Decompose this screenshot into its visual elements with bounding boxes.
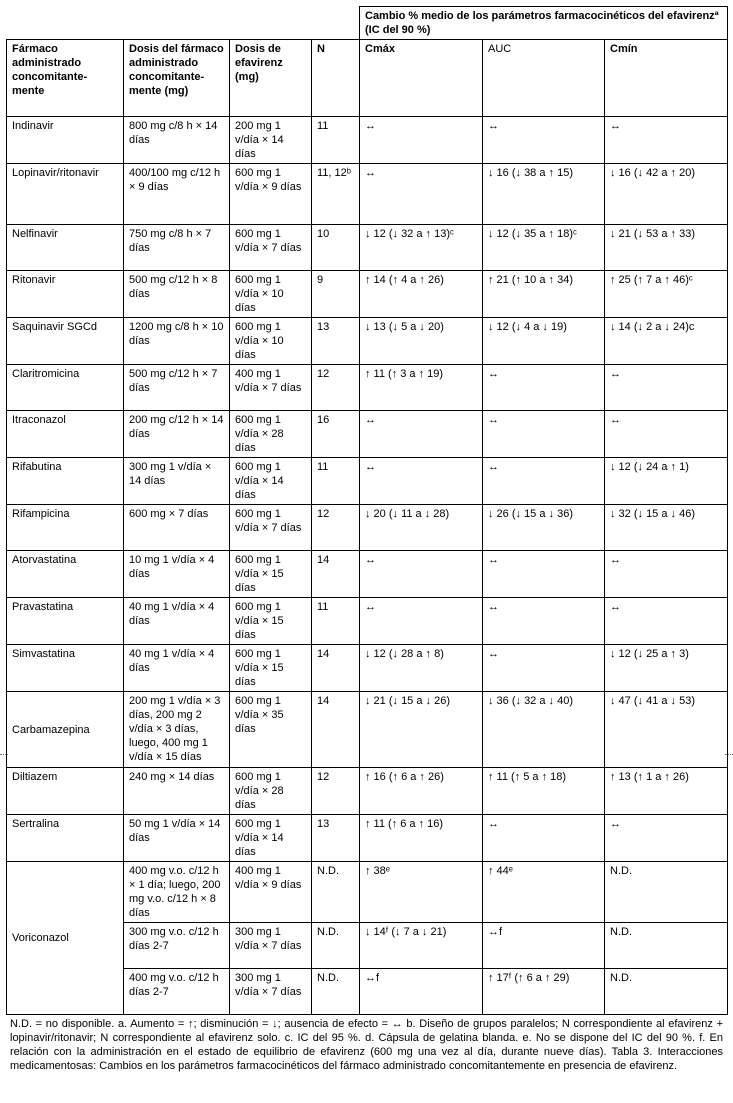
dose-cell: 500 mg c/12 h × 7 días [124,365,230,411]
footnote: N.D. = no disponible. a. Aumento = ↑; disminución = ↓; ausencia de efecto = ↔ b. Diseño de grupos paralelos; N correspondiente al efavirenz + lopinavir/ritonavir; N correspondiente al efavirenz solo. c. IC del 95 %. d. Cápsula de gelatina blanda. e. No se dispone del IC del 90 %. f. En relación con la administración en el estado de equilibrio de efavirenz (600 mg una vez al día, durante nueve días). Tabla 3. Interacciones medicamentosas: Cambios en los parámetros farmacocinéticos del fármaco administrado concomitantemente en presencia de efavirenz. [10,1018,723,1072]
cmin-cell: ↓ 47 (↓ 41 a ↓ 53) [605,692,728,768]
table-row [7,318,728,365]
auc-cell: ↓ 36 (↓ 32 a ↓ 40) [483,692,605,768]
efavirenz-dose-cell: 600 mg 1 v/día × 15 días [230,645,312,692]
n-cell: 14 [312,645,360,692]
cmin-cell: N.D. [605,862,728,923]
dose-cell: 800 mg c/8 h × 14 días [124,117,230,164]
efavirenz-dose-cell: 600 mg 1 v/día × 14 días [230,815,312,862]
auc-cell: ↓ 12 (↓ 35 a ↑ 18)ᶜ [483,225,605,271]
efavirenz-dose-cell: 600 mg 1 v/día × 15 días [230,551,312,598]
dose-cell: 1200 mg c/8 h × 10 días [124,318,230,365]
dose-cell: 400 mg v.o. c/12 h × 1 día; luego, 200 mg v.o. c/12 h × 8 días [124,862,230,923]
n-cell: 9 [312,271,360,318]
efavirenz-dose-cell: 300 mg 1 v/día × 7 días [230,923,312,969]
drug-cell: Sertralina [7,815,124,862]
dose-cell: 400 mg v.o. c/12 h días 2-7 [124,969,230,1015]
auc-cell: ↓ 16 (↓ 38 a ↑ 15) [483,164,605,225]
page-edge-mark-left [0,754,8,755]
table-row [7,164,728,225]
n-cell: 11 [312,598,360,645]
cmax-cell: ↔ [360,164,483,225]
drug-cell: Pravastatina [7,598,124,645]
efavirenz-dose-cell: 600 mg 1 v/día × 15 días [230,598,312,645]
n-cell: 10 [312,225,360,271]
auc-cell: ↑ 44ᵉ [483,862,605,923]
efavirenz-dose-cell: 600 mg 1 v/día × 9 días [230,164,312,225]
n-cell: N.D. [312,969,360,1015]
auc-cell: ↔ [483,117,605,164]
drug-cell: Atorvastatina [7,551,124,598]
cmin-cell: ↓ 32 (↓ 15 a ↓ 46) [605,505,728,551]
efavirenz-dose-cell: 600 mg 1 v/día × 28 días [230,768,312,815]
cmax-cell: ↓ 20 (↓ 11 a ↓ 28) [360,505,483,551]
cmin-cell: ↔ [605,411,728,458]
document [6,6,727,1073]
auc-cell: ↓ 26 (↓ 15 a ↓ 36) [483,505,605,551]
efavirenz-dose-cell: 400 mg 1 v/día × 7 días [230,365,312,411]
drug-cell: Diltiazem [7,768,124,815]
n-cell: 13 [312,318,360,365]
n-cell: 12 [312,768,360,815]
cmin-cell: ↓ 14 (↓ 2 a ↓ 24)c [605,318,728,365]
col-dose-drug-header: Dosis del fármaco administrado concomitante-mente (mg) [124,40,230,117]
dose-cell: 40 mg 1 v/día × 4 días [124,598,230,645]
cmax-cell: ↔ [360,551,483,598]
dose-cell: 750 mg c/8 h × 7 días [124,225,230,271]
efavirenz-dose-cell: 200 mg 1 v/día × 14 días [230,117,312,164]
dose-cell: 40 mg 1 v/día × 4 días [124,645,230,692]
header-spacer [7,7,360,40]
efavirenz-dose-cell: 600 mg 1 v/día × 7 días [230,505,312,551]
auc-cell: ↑ 17ᶠ (↑ 6 a ↑ 29) [483,969,605,1015]
table-row [7,505,728,551]
efavirenz-dose-cell: 300 mg 1 v/día × 7 días [230,969,312,1015]
table-row [7,692,728,768]
table-row [7,225,728,271]
n-cell: 12 [312,505,360,551]
cmin-cell: ↔ [605,365,728,411]
n-cell: 12 [312,365,360,411]
cmax-cell: ↔ [360,411,483,458]
auc-cell: ↑ 21 (↑ 10 a ↑ 34) [483,271,605,318]
group-title: Cambio % medio de los parámetros farmacocinéticos del efavirenzª (IC del 90 %) [360,7,728,40]
cmax-cell: ↓ 21 (↓ 15 a ↓ 26) [360,692,483,768]
efavirenz-dose-cell: 400 mg 1 v/día × 9 días [230,862,312,923]
n-cell: 11 [312,117,360,164]
table-row [7,862,728,923]
auc-cell: ↓ 12 (↓ 4 a ↓ 19) [483,318,605,365]
cmax-cell: ↓ 12 (↓ 28 a ↑ 8) [360,645,483,692]
cmin-cell: ↔ [605,551,728,598]
cmax-cell: ↔ [360,598,483,645]
dose-cell: 600 mg × 7 días [124,505,230,551]
drug-cell: Rifabutina [7,458,124,505]
table-row [7,458,728,505]
cmin-cell: ↔ [605,598,728,645]
drug-cell: Simvastatina [7,645,124,692]
col-dose-efv-header: Dosis de efavirenz (mg) [230,40,312,117]
dose-cell: 200 mg c/12 h × 14 días [124,411,230,458]
n-cell: 14 [312,692,360,768]
table-row [7,411,728,458]
auc-cell: ↔ [483,365,605,411]
n-cell: 16 [312,411,360,458]
drug-cell: Voriconazol [7,862,124,1015]
cmin-cell: ↓ 12 (↓ 24 a ↑ 1) [605,458,728,505]
cmax-cell: ↔f [360,969,483,1015]
drug-cell: Nelfinavir [7,225,124,271]
cmin-cell: ↓ 21 (↓ 53 a ↑ 33) [605,225,728,271]
dose-cell: 50 mg 1 v/día × 14 días [124,815,230,862]
drug-cell: Carbamazepina [7,692,124,768]
cmax-cell: ↓ 12 (↓ 32 a ↑ 13)ᶜ [360,225,483,271]
dose-cell: 300 mg 1 v/día × 14 días [124,458,230,505]
efavirenz-dose-cell: 600 mg 1 v/día × 7 días [230,225,312,271]
efavirenz-dose-cell: 600 mg 1 v/día × 14 días [230,458,312,505]
drug-cell: Indinavir [7,117,124,164]
drug-cell: Claritromicina [7,365,124,411]
cmax-cell: ↑ 38ᵉ [360,862,483,923]
cmin-cell: ↔ [605,117,728,164]
auc-cell: ↔ [483,645,605,692]
col-cmax-header: Cmáx [360,40,483,117]
n-cell: 11, 12ᵇ [312,164,360,225]
table-row [7,365,728,411]
table-body [7,117,728,1015]
cmax-cell: ↑ 11 (↑ 6 a ↑ 16) [360,815,483,862]
col-auc-header: AUC [483,40,605,117]
col-n-header: N [312,40,360,117]
n-cell: 13 [312,815,360,862]
cmin-cell: ↑ 25 (↑ 7 a ↑ 46)ᶜ [605,271,728,318]
cmax-cell: ↓ 14ᶠ (↓ 7 a ↓ 21) [360,923,483,969]
table-row [7,117,728,164]
n-cell: N.D. [312,923,360,969]
auc-cell: ↔ [483,551,605,598]
dose-cell: 400/100 mg c/12 h × 9 días [124,164,230,225]
efavirenz-dose-cell: 600 mg 1 v/día × 28 días [230,411,312,458]
cmax-cell: ↑ 16 (↑ 6 a ↑ 26) [360,768,483,815]
cmin-cell: ↑ 13 (↑ 1 a ↑ 26) [605,768,728,815]
cmax-cell: ↑ 14 (↑ 4 a ↑ 26) [360,271,483,318]
auc-cell: ↔f [483,923,605,969]
n-cell: N.D. [312,862,360,923]
interaction-table [6,6,728,1015]
auc-cell: ↔ [483,598,605,645]
table-row [7,271,728,318]
cmin-cell: ↓ 12 (↓ 25 a ↑ 3) [605,645,728,692]
cmax-cell: ↔ [360,117,483,164]
cmin-cell: N.D. [605,969,728,1015]
cmin-cell: ↓ 16 (↓ 42 a ↑ 20) [605,164,728,225]
drug-cell: Saquinavir SGCd [7,318,124,365]
cmin-cell: ↔ [605,815,728,862]
drug-cell: Ritonavir [7,271,124,318]
table-row [7,598,728,645]
auc-cell: ↑ 11 (↑ 5 a ↑ 18) [483,768,605,815]
table-row [7,815,728,862]
auc-cell: ↔ [483,411,605,458]
dose-cell: 500 mg c/12 h × 8 días [124,271,230,318]
cmax-cell: ↓ 13 (↓ 5 a ↓ 20) [360,318,483,365]
efavirenz-dose-cell: 600 mg 1 v/día × 10 días [230,318,312,365]
efavirenz-dose-cell: 600 mg 1 v/día × 10 días [230,271,312,318]
col-cmin-header: Cmín [605,40,728,117]
auc-cell: ↔ [483,815,605,862]
n-cell: 14 [312,551,360,598]
table-row [7,768,728,815]
drug-cell: Rifampicina [7,505,124,551]
dose-cell: 200 mg 1 v/día × 3 días, 200 mg 2 v/día × 3 días, luego, 400 mg 1 v/día × 15 días [124,692,230,768]
cmax-cell: ↑ 11 (↑ 3 a ↑ 19) [360,365,483,411]
page-edge-mark-right [725,754,733,755]
drug-cell: Lopinavir/ritonavir [7,164,124,225]
dose-cell: 300 mg v.o. c/12 h días 2-7 [124,923,230,969]
cmin-cell: N.D. [605,923,728,969]
auc-cell: ↔ [483,458,605,505]
efavirenz-dose-cell: 600 mg 1 v/día × 35 días [230,692,312,768]
dose-cell: 240 mg × 14 días [124,768,230,815]
drug-cell: Itraconazol [7,411,124,458]
col-drug-header: Fármaco administrado concomitante-mente [7,40,124,117]
dose-cell: 10 mg 1 v/día × 4 días [124,551,230,598]
cmax-cell: ↔ [360,458,483,505]
n-cell: 11 [312,458,360,505]
table-row [7,551,728,598]
table-row [7,645,728,692]
